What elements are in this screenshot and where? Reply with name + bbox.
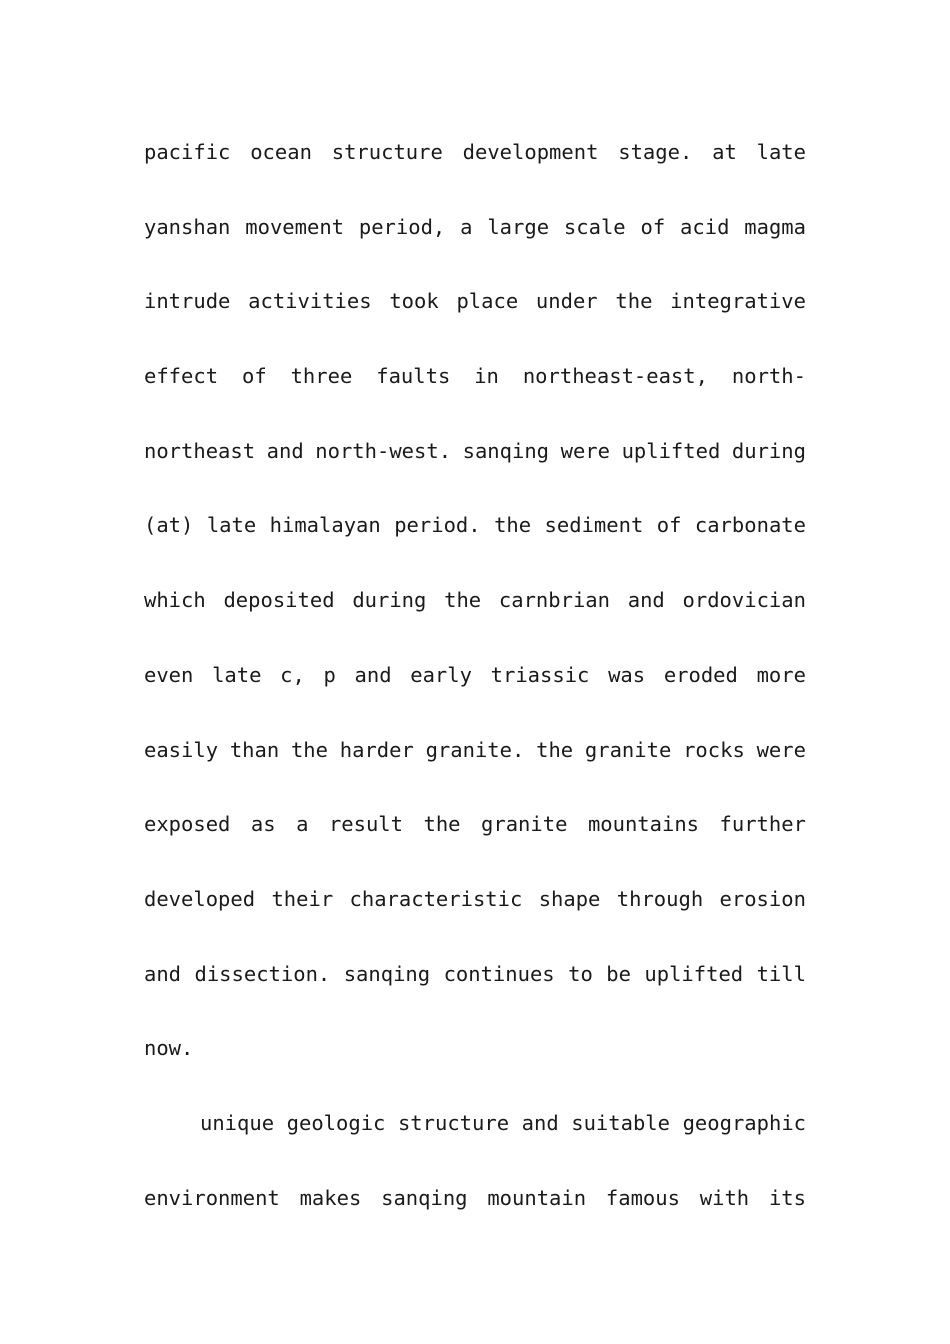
text-word: dissection. xyxy=(194,961,331,986)
text-line xyxy=(144,1178,806,1253)
text-word: than xyxy=(229,737,280,762)
text-word: were xyxy=(756,737,806,762)
text-word: further xyxy=(719,812,806,837)
text-word: structure xyxy=(331,140,443,164)
text-word: north-west. xyxy=(315,438,452,463)
text-word: shape xyxy=(538,886,601,911)
text-word: c, xyxy=(280,662,305,687)
text-line xyxy=(144,804,806,879)
text-word: uplifted xyxy=(644,961,744,986)
text-word: late xyxy=(206,513,257,538)
text-word: as xyxy=(250,812,276,837)
text-word: erosion xyxy=(719,886,806,911)
text-word: took xyxy=(389,289,439,314)
text-word: now. xyxy=(144,1036,194,1061)
text-word: the xyxy=(444,588,482,613)
text-word: eroded xyxy=(663,662,738,687)
text-word: carnbrian xyxy=(498,588,610,613)
text-line xyxy=(144,281,806,356)
text-word: of xyxy=(640,214,666,239)
text-word: ocean xyxy=(250,140,312,164)
text-word: pacific xyxy=(144,140,231,164)
text-line xyxy=(144,1028,806,1103)
text-word: sanqing xyxy=(462,438,550,463)
text-word: northeast xyxy=(144,438,256,463)
text-word: their xyxy=(271,886,334,911)
text-word: magma xyxy=(744,214,806,239)
text-word: faults xyxy=(376,364,451,389)
text-line xyxy=(144,431,806,506)
text-word: to xyxy=(568,961,593,986)
text-word: movement xyxy=(245,214,345,239)
text-word: granite. xyxy=(425,737,525,762)
text-word: geographic xyxy=(682,1110,806,1135)
text-line xyxy=(144,580,806,655)
text-word: northeast-east, xyxy=(522,364,708,389)
text-word: early xyxy=(410,662,472,687)
text-word: intrude xyxy=(144,289,231,314)
text-line xyxy=(144,730,806,805)
text-word: during xyxy=(731,438,806,463)
text-line xyxy=(144,655,806,730)
text-word: north- xyxy=(731,364,806,389)
text-word: till xyxy=(756,961,806,986)
text-word: of xyxy=(241,364,267,389)
text-word: acid xyxy=(680,214,730,239)
text-word: a xyxy=(296,812,309,837)
text-line xyxy=(144,954,806,1029)
text-word: large xyxy=(487,214,550,239)
text-line xyxy=(144,1103,806,1178)
text-word: unique xyxy=(200,1110,275,1135)
text-word: late xyxy=(212,662,262,687)
text-word: and xyxy=(266,438,304,463)
text-word: p xyxy=(323,662,336,687)
text-word: granite xyxy=(481,812,568,837)
text-word: and xyxy=(521,1110,559,1135)
text-word: sanqing xyxy=(343,961,431,986)
text-word: of xyxy=(656,513,682,538)
text-word: three xyxy=(290,364,353,389)
text-word: activities xyxy=(248,289,372,314)
text-word: during xyxy=(352,588,427,613)
text-word: geologic xyxy=(286,1110,386,1135)
text-word: scale xyxy=(563,214,626,239)
text-line xyxy=(144,132,806,207)
text-word: were xyxy=(560,438,610,463)
text-word: ordovician xyxy=(682,588,806,613)
text-word: the xyxy=(536,737,574,762)
text-word: the xyxy=(494,513,532,538)
text-line xyxy=(144,879,806,954)
text-word: more xyxy=(756,662,806,687)
text-word: makes xyxy=(299,1185,362,1210)
text-word: the xyxy=(423,812,461,837)
text-word: and xyxy=(354,662,392,687)
text-word: be xyxy=(606,961,631,986)
text-word: and xyxy=(627,588,665,613)
text-word: harder xyxy=(339,737,414,762)
text-word: effect xyxy=(144,364,219,389)
text-line xyxy=(144,505,806,580)
text-word: (at) xyxy=(144,513,194,538)
text-word: mountain xyxy=(487,1185,587,1210)
text-word: even xyxy=(144,662,194,687)
body-text xyxy=(144,132,806,1252)
text-word: late xyxy=(756,140,806,164)
text-word: place xyxy=(456,289,519,314)
text-word: deposited xyxy=(223,588,335,613)
text-word: with xyxy=(699,1185,750,1210)
text-word: integrative xyxy=(670,289,806,314)
text-word: continues xyxy=(443,961,555,986)
text-word: sediment xyxy=(544,513,644,538)
text-word: stage. xyxy=(618,140,693,164)
text-word: its xyxy=(768,1185,806,1210)
text-word: exposed xyxy=(144,812,231,837)
text-word: in xyxy=(474,364,499,389)
text-word: suitable xyxy=(571,1110,670,1135)
text-word: under xyxy=(535,289,598,314)
text-word: famous xyxy=(605,1185,680,1210)
text-word: period. xyxy=(394,513,481,538)
text-line xyxy=(144,207,806,282)
text-line xyxy=(144,356,806,431)
text-word: development xyxy=(462,140,599,164)
text-word: characteristic xyxy=(349,886,523,911)
text-word: period, xyxy=(358,214,446,239)
text-word: the xyxy=(290,737,328,762)
text-word: carbonate xyxy=(694,513,806,538)
text-word: himalayan xyxy=(269,513,381,538)
text-word: mountains xyxy=(587,812,700,837)
text-word: the xyxy=(615,289,653,314)
text-word: developed xyxy=(144,886,256,911)
text-word: yanshan xyxy=(144,214,231,239)
text-word: uplifted xyxy=(621,438,721,463)
text-word: was xyxy=(608,662,646,687)
text-word: a xyxy=(460,214,473,239)
text-word: result xyxy=(328,812,403,837)
text-word: sanqing xyxy=(381,1185,468,1210)
text-word: triassic xyxy=(490,662,590,687)
text-word: easily xyxy=(144,737,219,762)
text-word: environment xyxy=(144,1185,280,1210)
text-word: at xyxy=(712,140,737,164)
text-word: rocks xyxy=(683,737,745,762)
text-word: structure xyxy=(397,1110,510,1135)
text-word: through xyxy=(616,886,704,911)
text-word: which xyxy=(144,588,206,613)
text-word: and xyxy=(144,961,182,986)
text-word: granite xyxy=(584,737,672,762)
